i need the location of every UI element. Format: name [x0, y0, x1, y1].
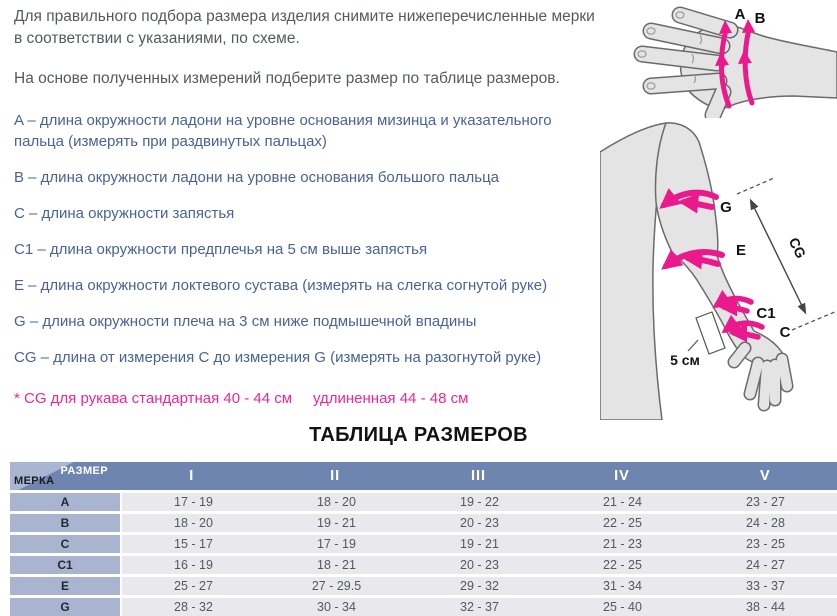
five-cm-pointer-line [688, 340, 698, 351]
cell: 38 - 44 [746, 600, 785, 614]
column-header-4: IV [614, 468, 630, 484]
cell: 18 - 21 [317, 558, 356, 572]
cell: 22 - 25 [603, 558, 642, 572]
cell: 20 - 23 [460, 558, 499, 572]
column-header-5: V [759, 468, 771, 484]
corner-label-measure: МЕРКА [14, 475, 55, 487]
row-cells [122, 598, 837, 616]
size-table-title: ТАБЛИЦА РАЗМЕРОВ [309, 424, 528, 446]
cell: 21 - 24 [603, 495, 642, 509]
cell: 17 - 19 [174, 495, 213, 509]
size-table [10, 462, 837, 616]
table-row-a [10, 493, 837, 511]
cell: 19 - 21 [317, 516, 356, 530]
arm-label-c: C [779, 324, 791, 341]
column-header-2: II [330, 468, 341, 484]
row-cells [122, 577, 837, 595]
table-row-c1 [10, 556, 837, 574]
column-header-1: I [189, 468, 195, 484]
cell: 24 - 27 [746, 558, 785, 572]
measurement-item-e: E – длина окружности локтевого сустава (измерять на слегка согнутой руке) [14, 277, 548, 294]
cell: 18 - 20 [317, 495, 356, 509]
cell: 18 - 20 [174, 516, 213, 530]
cell: 22 - 25 [603, 516, 642, 530]
table-row-c [10, 535, 837, 553]
row-cells [122, 493, 837, 511]
measurement-item-a: A – длина окружности ладони на уровне основания мизинца и указательного пальца (измерять при раздвинутых пальцах) [14, 112, 552, 150]
cell: 28 - 32 [174, 600, 213, 614]
cell: 19 - 21 [460, 537, 499, 551]
row-cells [122, 514, 837, 532]
intro-paragraph-1: Для правильного подбора размера изделия снимите нижеперечисленные мерки в соответствии с указаниями, по схеме. [14, 8, 595, 47]
hand-label-b: B [754, 10, 766, 27]
measurement-item-g: G – длина окружности плеча на 3 см ниже подмышечной впадины [14, 313, 477, 330]
row-label: G [10, 598, 120, 616]
row-label: B [10, 514, 120, 532]
cell: 23 - 25 [746, 537, 785, 551]
column-header-3: III [470, 468, 487, 484]
sleeve-length-note [14, 390, 598, 411]
table-row-e [10, 577, 837, 595]
row-label: C1 [10, 556, 120, 574]
cell: 16 - 19 [174, 558, 213, 572]
measurement-item-c1: C1 – длина окружности предплечья на 5 см выше запястья [14, 241, 428, 258]
row-cells [122, 535, 837, 553]
cell: 32 - 37 [460, 600, 499, 614]
size-column-headers [120, 462, 837, 490]
row-cells [122, 556, 837, 574]
cell: 21 - 23 [603, 537, 642, 551]
cell: 31 - 34 [603, 579, 642, 593]
cell: 19 - 22 [460, 495, 499, 509]
cell: 33 - 37 [746, 579, 785, 593]
instructions-text-column [14, 6, 598, 411]
table-row-g [10, 598, 837, 616]
intro-paragraph-2: На основе полученных измерений подберите размер по таблице размеров. [14, 70, 560, 87]
cell: 27 - 29.5 [311, 579, 362, 593]
cell: 25 - 27 [174, 579, 213, 593]
measurement-item-c: C – длина окружности запястья [14, 205, 235, 222]
table-corner-cell [10, 462, 120, 490]
cell: 24 - 28 [746, 516, 785, 530]
cell: 29 - 32 [460, 579, 499, 593]
cell: 23 - 27 [746, 495, 785, 509]
cell: 20 - 23 [460, 516, 499, 530]
hand-measurement-illustration [618, 2, 837, 118]
measurement-item-cg: CG – длина от измерения C до измерения G (измерять на разогнутой руке) [14, 349, 542, 366]
arm-label-e: E [735, 242, 747, 259]
arm-measurement-illustration [600, 108, 837, 420]
arm-label-g: G [720, 199, 732, 216]
measurement-item-b: B – длина окружности ладони на уровне основания большого пальца [14, 169, 500, 186]
arm-label-cg: CG [785, 234, 810, 261]
cell: 17 - 19 [317, 537, 356, 551]
note-standard: * CG для рукава стандартная 40 - 44 см [14, 390, 293, 407]
note-extended: удлиненная 44 - 48 см [313, 390, 469, 407]
row-label: E [10, 577, 120, 595]
row-label: A [10, 493, 120, 511]
cell: 15 - 17 [174, 537, 213, 551]
arm-label-c1: C1 [756, 305, 776, 322]
cell: 25 - 40 [603, 600, 642, 614]
arm-label-5cm: 5 см [670, 352, 700, 368]
cell: 30 - 34 [317, 600, 356, 614]
corner-label-size: РАЗМЕР [60, 465, 108, 477]
table-row-b [10, 514, 837, 532]
dashed-reference-lines [737, 178, 837, 330]
row-label: C [10, 535, 120, 553]
hand-label-a: A [734, 6, 746, 23]
size-table-header [10, 462, 837, 490]
